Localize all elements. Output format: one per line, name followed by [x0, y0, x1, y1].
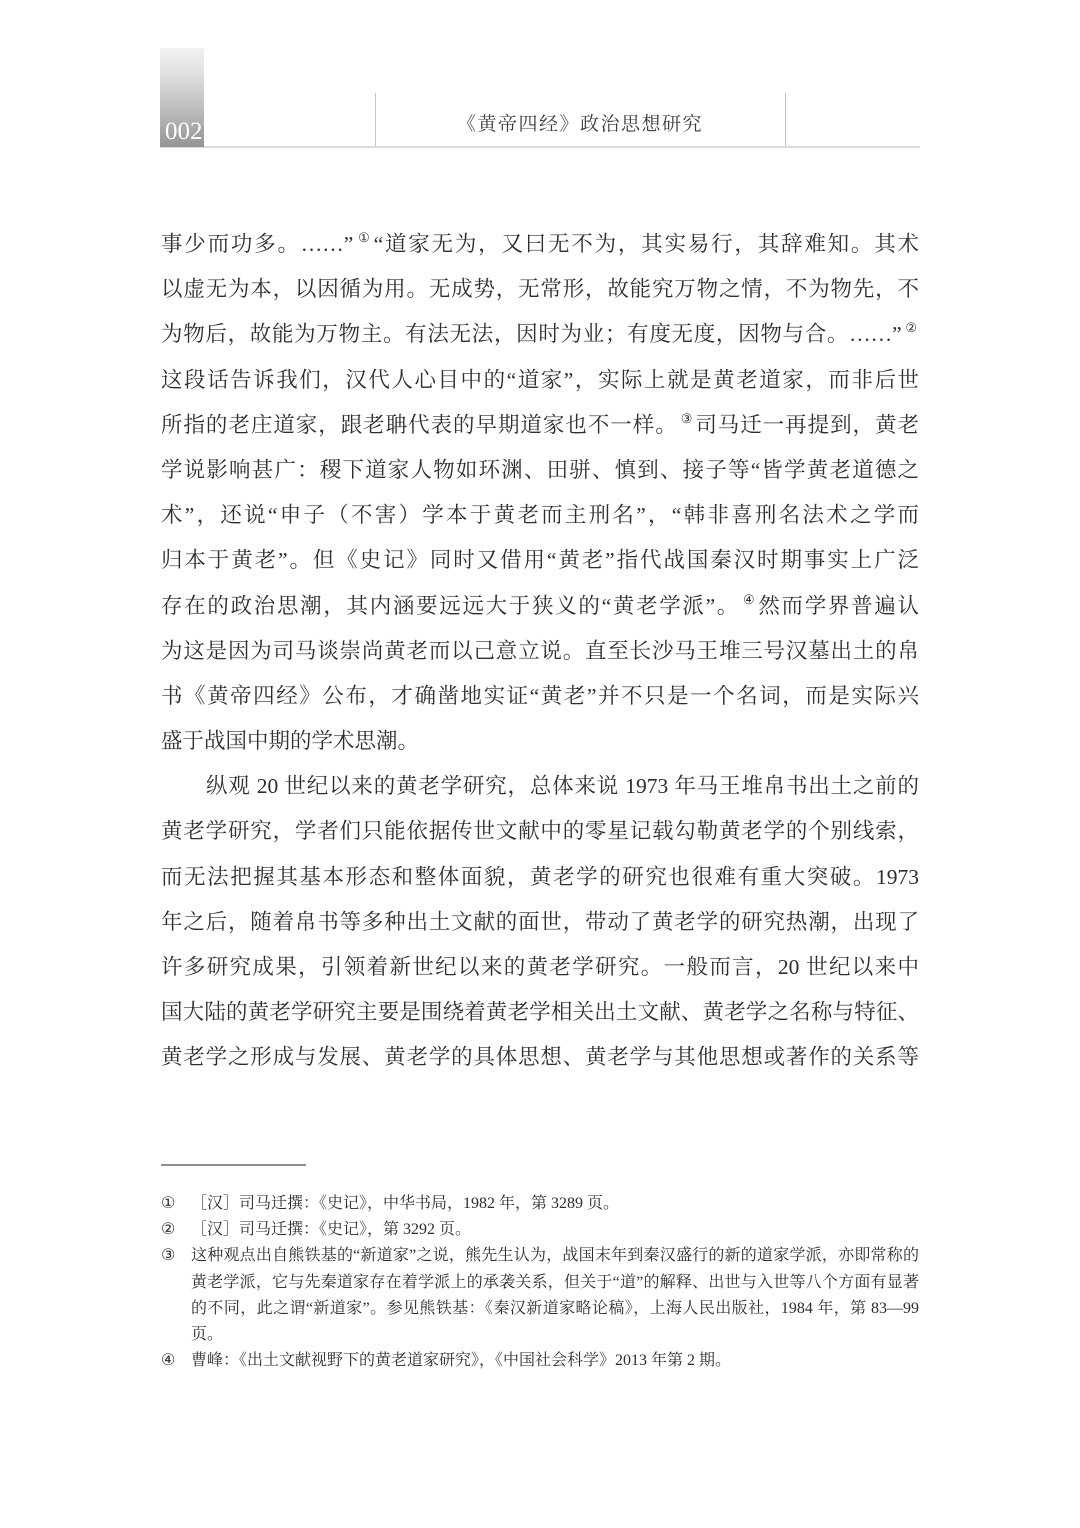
body-line: 术”，还说“申子（不害）学本于黄老而主刑名”，“韩非喜刑名法术之学而	[161, 503, 919, 528]
body-line: 纵观 20 世纪以来的黄老学研究，总体来说 1973 年马王堆帛书出土之前的	[206, 774, 919, 799]
page-number: 002	[165, 118, 203, 145]
body-line: 书《黄帝四经》公布，才确凿地实证“黄老”并不只是一个名词，而是实际兴	[161, 683, 919, 708]
body-line: 许多研究成果，引领着新世纪以来的黄老学研究。一般而言，20 世纪以来中	[161, 955, 919, 979]
body-line: 为这是因为司马谈崇尚黄老而以己意立说。直至长沙马王堆三号汉墓出土的帛	[161, 638, 919, 663]
footnote-item	[161, 1191, 919, 1217]
body-line: 黄老学研究，学者们只能依据传世文献中的零星记载勾勒黄老学的个别线索，	[161, 819, 919, 844]
footnote-marker: ③	[161, 1247, 176, 1265]
body-line: 为物后，故能为万物主。有法无法，因时为业；有度无度，因物与合。……” ②	[161, 320, 918, 347]
body-line: 这段话告诉我们，汉代人心目中的“道家”，实际上就是黄老道家，而非后世	[161, 367, 919, 392]
footnote-ref: ④	[743, 591, 757, 607]
footnote-text: 这种观点出自熊铁基的“新道家”之说，熊先生认为，战国末年到秦汉盛行的新的道家学派，亦即常称的黄老学派，它与先秦道家存在着学派上的承袭关系，但关于“道”的解释、出世与入世等八个方面有显著的不同，此之谓“新道家”。参见熊铁基：《秦汉新道家略论稿》，上海人民出版社，1984 年，第 83—99 页。	[191, 1247, 919, 1344]
footnote-item	[161, 1348, 919, 1374]
page-number-box	[160, 48, 204, 147]
footnote-ref: ①	[356, 230, 372, 245]
body-line: 而无法把握其基本形态和整体面貌，黄老学的研究也很难有重大突破。1973	[161, 864, 919, 889]
footnote-text: ［汉］司马迁撰：《史记》，中华书局，1982 年，第 3289 页。	[191, 1195, 620, 1212]
footnote-marker: ②	[161, 1221, 176, 1239]
body-line: 存在的政治思潮，其内涵要远远大于狭义的“黄老学派”。 ④然而学界普遍认	[161, 591, 919, 618]
footnote-item	[161, 1243, 919, 1348]
body-line: 归本于黄老”。但《史记》同时又借用“黄老”指代战国秦汉时期事实上广泛	[161, 548, 919, 573]
body-line: 事少而功多。……” ①“道家无为，又曰无不为，其实易行，其辞难知。其术	[161, 230, 920, 256]
body-line: 黄老学之形成与发展、黄老学的具体思想、黄老学与其他思想或著作的关系等	[161, 1045, 919, 1070]
header-rule	[160, 146, 920, 148]
body-line: 学说影响甚广：稷下道家人物如环渊、田骈、慎到、接子等“皆学黄老道德之	[161, 457, 919, 482]
footnote-text: ［汉］司马迁撰：《史记》，第 3292 页。	[191, 1221, 472, 1239]
header-divider-right	[785, 93, 786, 146]
body-line: 所指的老庄道家，跟老聃代表的早期道家也不一样。 ③司马迁一再提到，黄老	[161, 410, 919, 437]
body-line: 以虚无为本，以因循为用。无成势，无常形，故能究万物之情，不为物先，不	[161, 277, 919, 302]
body-line: 国大陆的黄老学研究主要是围绕着黄老学相关出土文献、黄老学之名称与特征、	[161, 1000, 919, 1025]
footnotes	[161, 1191, 919, 1374]
footnote-ref: ③	[680, 410, 694, 426]
footnote-item	[161, 1217, 919, 1243]
footnote-separator-rule	[161, 1164, 306, 1166]
footnote-marker: ①	[161, 1195, 176, 1212]
footnote-marker: ④	[161, 1352, 176, 1370]
footnote-ref: ②	[904, 320, 918, 336]
running-head-title: 《黄帝四经》政治思想研究	[456, 114, 703, 135]
body-line: 年之后，随着帛书等多种出土文献的面世，带动了黄老学的研究热潮，出现了	[161, 909, 919, 934]
footnote-text: 曹峰：《出土文献视野下的黄老道家研究》，《中国社会科学》2013 年第 2 期。	[191, 1352, 732, 1370]
body-text	[161, 222, 919, 1081]
body-line: 盛于战国中期的学术思潮。	[161, 729, 420, 754]
